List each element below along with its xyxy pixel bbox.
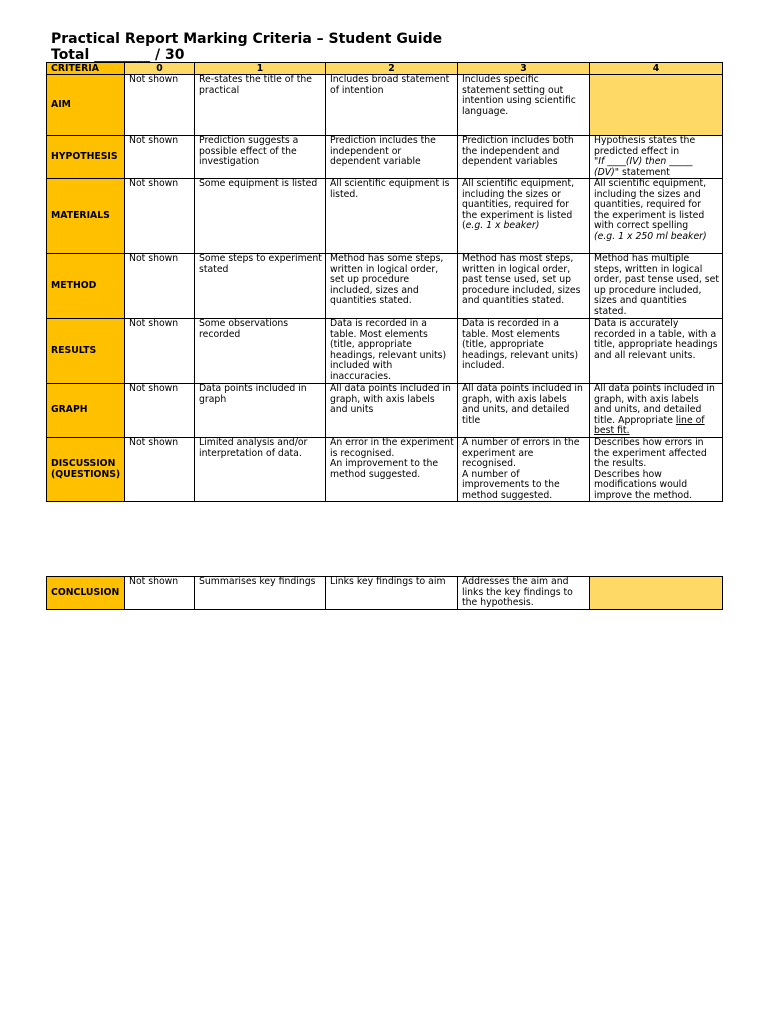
level-4-cell: Method has multiple steps, written in logical order, past tense used, set up procedure included, sizes and quantities stated.	[590, 254, 723, 319]
level-3-cell	[458, 179, 590, 254]
level-4-cell	[590, 136, 723, 179]
level-0-cell: Not shown	[125, 438, 195, 502]
level-0-cell: Not shown	[125, 384, 195, 438]
level-2-cell	[326, 438, 458, 502]
table-row-hypothesis	[47, 136, 723, 179]
column-header-level-2: 2	[326, 63, 458, 75]
level-3-cell	[458, 438, 590, 502]
level-4-cell	[590, 438, 723, 502]
level-0-cell: Not shown	[125, 75, 195, 136]
page-title: Practical Report Marking Criteria – Student Guide	[51, 31, 443, 47]
level-3-cell: Method has most steps, written in logical order, past tense used, set up procedure included, sizes and quantities stated.	[458, 254, 590, 319]
level-3-text: A number of errors in the experiment are recognised.	[462, 437, 580, 469]
level-2-cell: Method has some steps, written in logical order, set up procedure included, sizes and quantities stated.	[326, 254, 458, 319]
level-3-cell: Includes specific statement setting out intention using scientific language.	[458, 75, 590, 136]
table-row-results	[47, 319, 723, 384]
column-header-criteria: CRITERIA	[47, 63, 125, 75]
column-header-level-1: 1	[195, 63, 326, 75]
level-0-cell: Not shown	[125, 254, 195, 319]
level-1-cell: Data points included in graph	[195, 384, 326, 438]
conclusion-table	[46, 576, 723, 610]
marking-criteria-table	[46, 62, 723, 502]
level-0-cell: Not shown	[125, 577, 195, 610]
level-4-cell	[590, 179, 723, 254]
level-2-cell: Data is recorded in a table. Most elements (title, appropriate headings, relevant units) included with inaccuracies.	[326, 319, 458, 384]
table-row-conclusion	[47, 577, 723, 610]
level-4-text: All data points included in graph, with axis labels and units, and detailed title. Appropriate	[594, 383, 715, 426]
total-score-line: Total ________ / 30	[51, 47, 185, 63]
level-4-text-end: statement	[619, 166, 670, 178]
level-4-cell	[590, 577, 723, 610]
criterion-label: CONCLUSION	[47, 577, 125, 610]
level-2-cell: Includes broad statement of intention	[326, 75, 458, 136]
column-header-level-3: 3	[458, 63, 590, 75]
level-0-cell: Not shown	[125, 319, 195, 384]
title-block	[51, 31, 442, 63]
level-2-cell: Links key findings to aim	[326, 577, 458, 610]
level-3-text: A number of improvements to the method suggested.	[462, 468, 560, 501]
column-header-level-0: 0	[125, 63, 195, 75]
level-4-cell: Data is accurately recorded in a table, with a title, appropriate headings and all relevant units.	[590, 319, 723, 384]
if-then-statement-template: "If ____(IV) then _____ (DV)"	[594, 156, 693, 178]
table-row-discussion	[47, 438, 723, 502]
level-1-cell: Some steps to experiment stated	[195, 254, 326, 319]
level-0-cell: Not shown	[125, 136, 195, 179]
level-2-cell: Prediction includes the independent or dependent variable	[326, 136, 458, 179]
table-header-row	[47, 63, 723, 75]
level-1-cell: Some observations recorded	[195, 319, 326, 384]
criterion-label: RESULTS	[47, 319, 125, 384]
example-text: e.g. 1 x beaker)	[465, 220, 540, 231]
criterion-label: DISCUSSION (QUESTIONS)	[47, 438, 125, 502]
level-1-cell: Prediction suggests a possible effect of the investigation	[195, 136, 326, 179]
level-2-cell: All data points included in graph, with axis labels and units	[326, 384, 458, 438]
level-3-cell: Data is recorded in a table. Most elements (title, appropriate headings, relevant units) included.	[458, 319, 590, 384]
level-3-cell: Addresses the aim and links the key findings to the hypothesis.	[458, 577, 590, 610]
level-4-cell	[590, 384, 723, 438]
level-2-text: An error in the experiment is recognised.	[330, 437, 454, 459]
level-3-cell: All data points included in graph, with axis labels and units, and detailed title	[458, 384, 590, 438]
level-1-cell: Limited analysis and/or interpretation of data.	[195, 438, 326, 502]
level-4-text: Describes how errors in the experiment affected the results.	[594, 437, 707, 469]
table-row-graph	[47, 384, 723, 438]
level-4-cell	[590, 75, 723, 136]
line-of-best-fit-text: line of best fit.	[594, 414, 705, 436]
criterion-label: GRAPH	[47, 384, 125, 438]
level-1-cell: Summarises key findings	[195, 577, 326, 610]
column-header-level-4: 4	[590, 63, 723, 75]
criterion-label: AIM	[47, 75, 125, 136]
table-row-aim	[47, 75, 723, 136]
level-1-cell: Re-states the title of the practical	[195, 75, 326, 136]
table-row-method	[47, 254, 723, 319]
table-row-materials	[47, 179, 723, 254]
level-4-text: All scientific equipment, including the sizes and quantities, required for the experiment is listed with correct spelling	[594, 178, 707, 231]
criterion-label: METHOD	[47, 254, 125, 319]
level-2-cell: All scientific equipment is listed.	[326, 179, 458, 254]
criterion-label: HYPOTHESIS	[47, 136, 125, 179]
level-2-text: An improvement to the method suggested.	[330, 458, 439, 480]
criterion-label: MATERIALS	[47, 179, 125, 254]
level-0-cell: Not shown	[125, 179, 195, 254]
level-3-cell: Prediction includes both the independent and dependent variables	[458, 136, 590, 179]
example-text: (e.g. 1 x 250 ml beaker)	[594, 230, 707, 242]
level-1-cell: Some equipment is listed	[195, 179, 326, 254]
level-3-text: All scientific equipment, including the sizes or quantities, required for the experiment is listed (	[462, 178, 575, 231]
level-4-text: Hypothesis states the predicted effect in	[594, 135, 696, 157]
level-4-text: Describes how modifications would improve the method.	[594, 468, 693, 501]
